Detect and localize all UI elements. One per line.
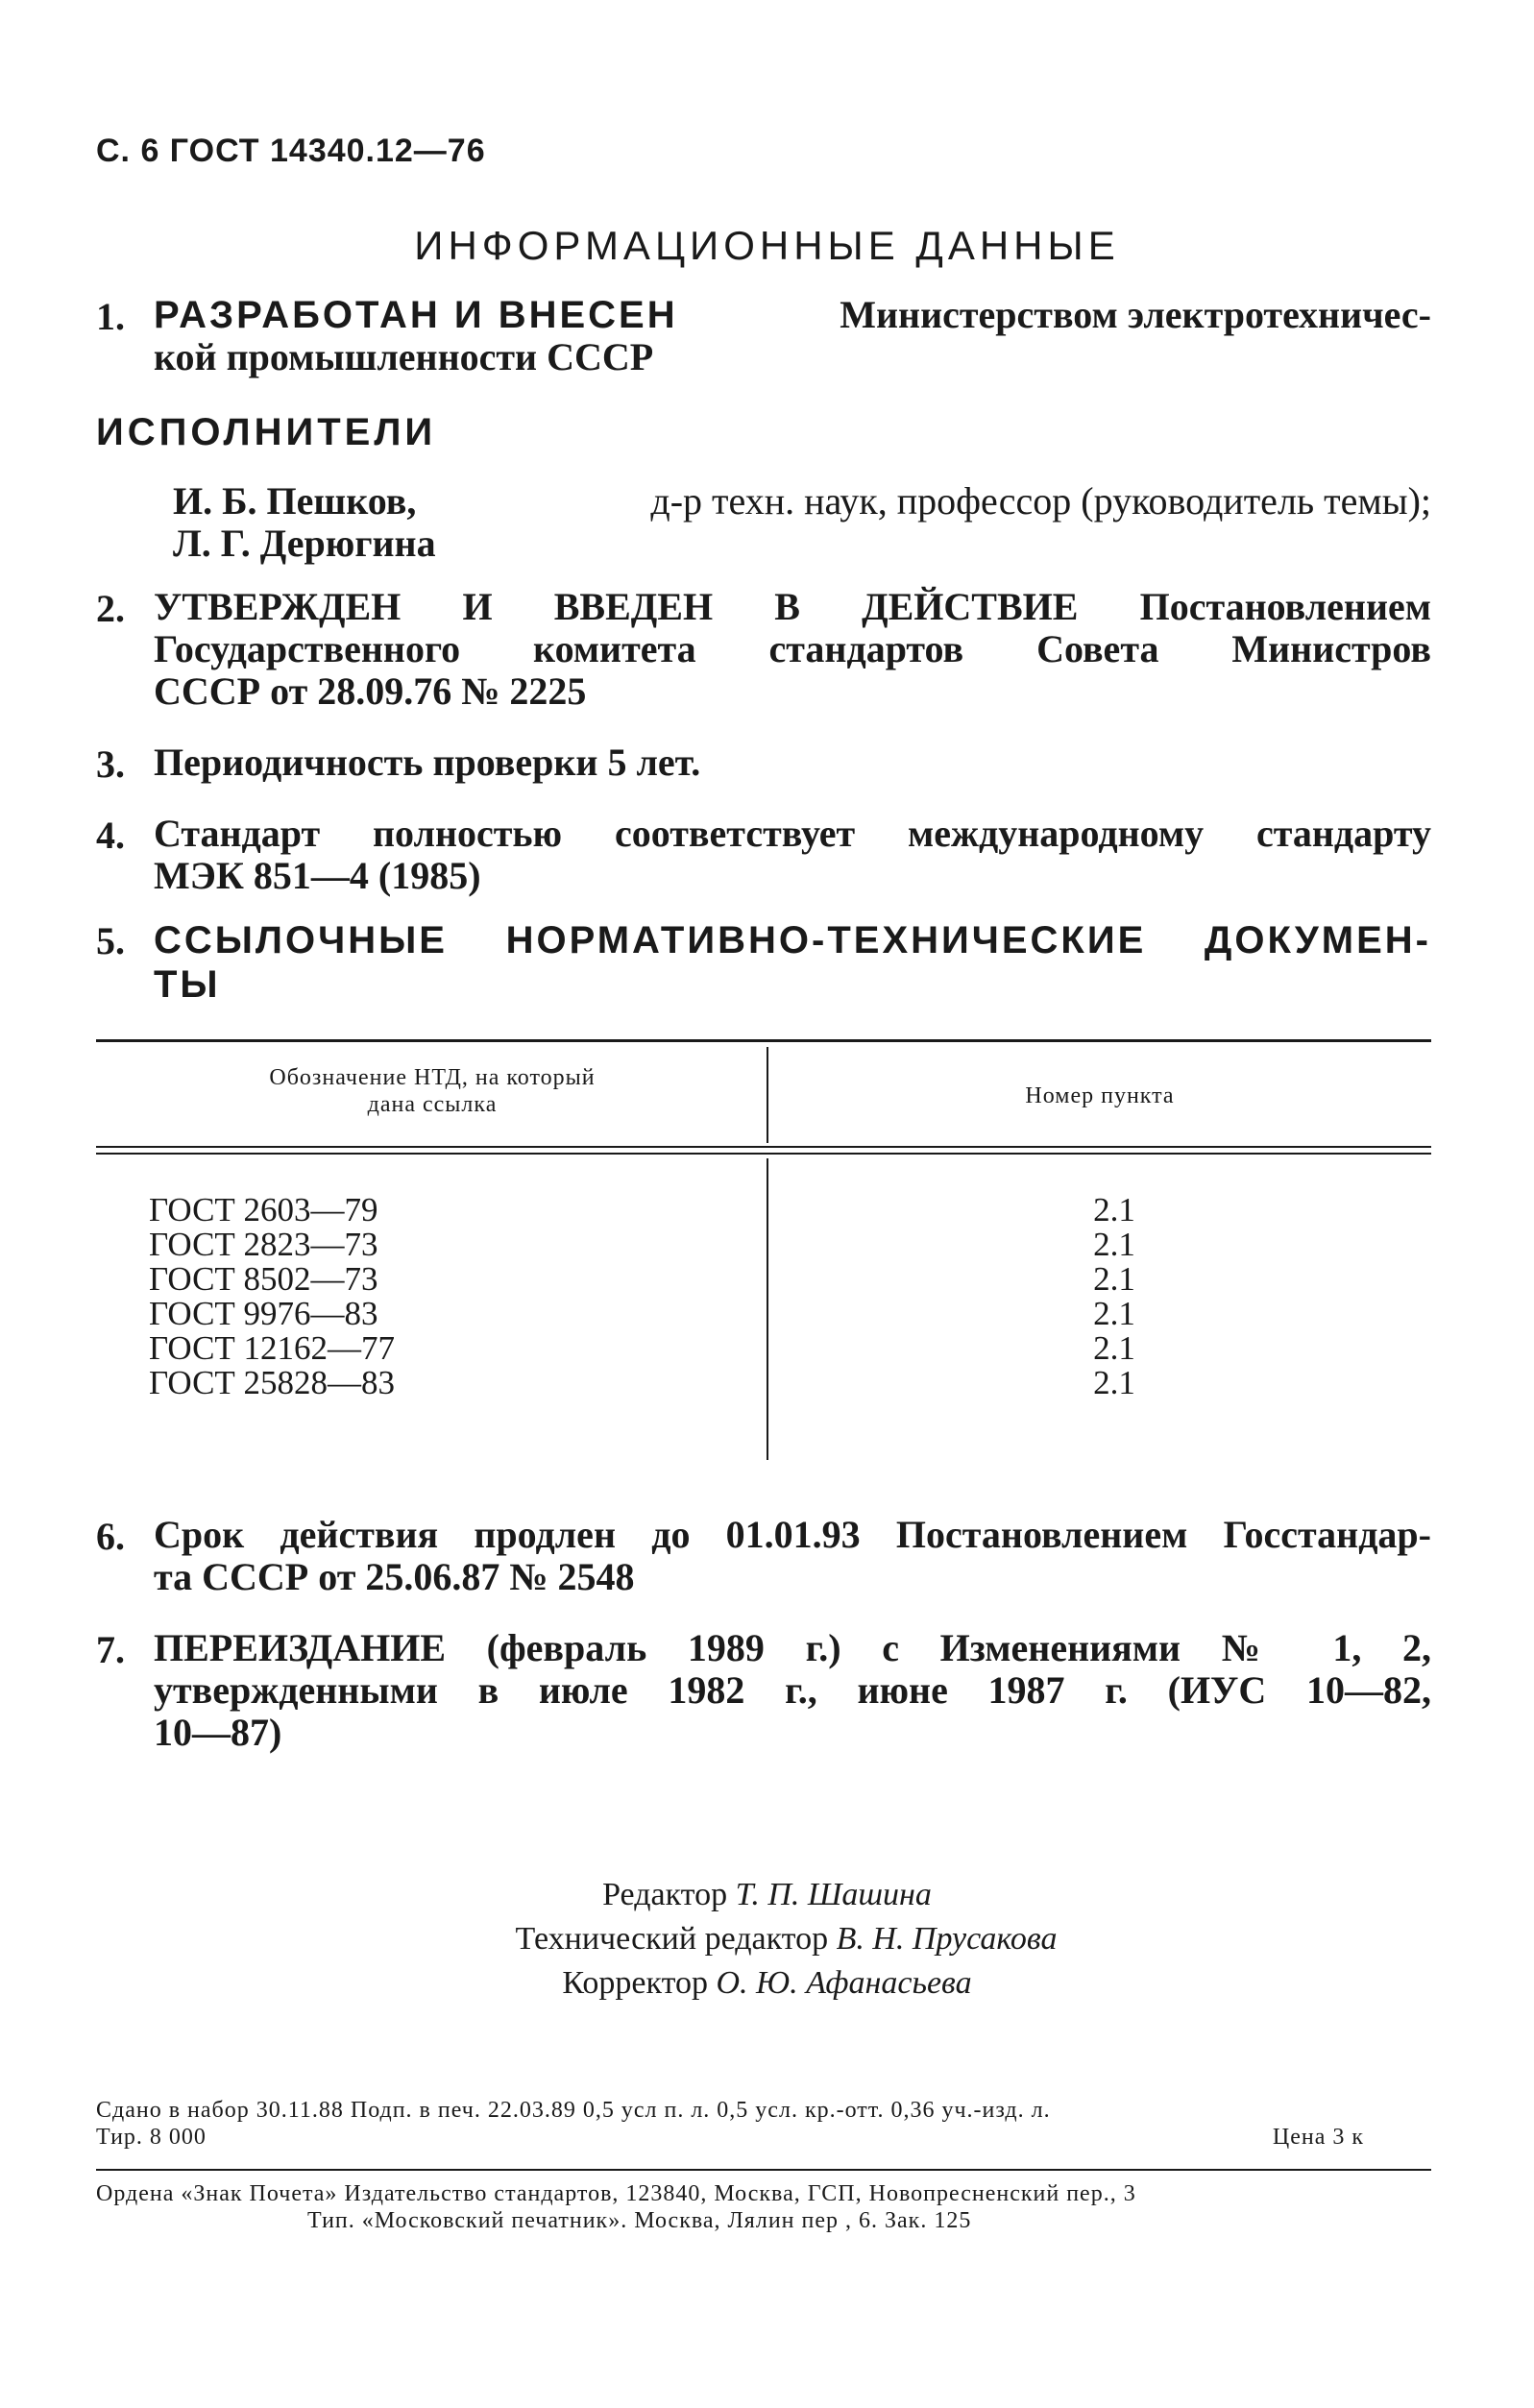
page-title: ИНФОРМАЦИОННЫЕ ДАННЫЕ (414, 223, 1120, 268)
item-5-number: 5. (96, 919, 125, 962)
item-7-number: 7. (96, 1628, 125, 1671)
item-5-line1: ССЫЛОЧНЫЕ НОРМАТИВНО-ТЕХНИЧЕСКИЕ ДОКУМЕН- (154, 919, 1431, 961)
credit-corrector-label: Корректор (562, 1965, 708, 2001)
table-cell-clause: 2.1 (1093, 1364, 1135, 1401)
publisher-line1: Ордена «Знак Почета» Издательство стандартов, 123840, Москва, ГСП, Новопресненский пер., 3 (96, 2181, 1136, 2206)
item-1-number: 1. (96, 295, 125, 338)
item-1-rest: Министерством электротехничес- (840, 293, 1431, 336)
item-7-line1: ПЕРЕИЗДАНИЕ (февраль 1989 г.) с Изменениями № 1, 2, (154, 1626, 1431, 1669)
table-row (149, 1297, 378, 1331)
credit-corrector-name: О. Ю. Афанасьева (716, 1965, 972, 2001)
item-2-line3: СССР от 28.09.76 № 2225 (154, 669, 587, 713)
credit-editor-label: Редактор (602, 1877, 728, 1912)
credit-corrector (0, 1961, 1534, 2006)
item-1-line2: кой промышленности СССР (154, 335, 654, 378)
item-2-number: 2. (96, 587, 125, 630)
table-cell-doc: ГОСТ 9976—83 (149, 1295, 378, 1332)
table-cell-clause: 2.1 (1093, 1260, 1135, 1298)
table-cell-clause: 2.1 (1093, 1329, 1135, 1367)
item-4 (154, 813, 1431, 897)
table-header-divider (767, 1047, 768, 1143)
item-2 (154, 586, 1431, 713)
credit-tech-editor-name: В. Н. Прусакова (836, 1921, 1058, 1957)
item-4-number: 4. (96, 814, 125, 857)
executor-1-description: д-р техн. наук, профессор (руководитель темы); (650, 479, 1431, 523)
item-2-line2: Государственного комитета стандартов Совета Министров (154, 627, 1431, 670)
imprint-price: Цена 3 к (1272, 2125, 1364, 2150)
executor-1-name: И. Б. Пешков, (173, 479, 417, 523)
item-6-line1: Срок действия продлен до 01.01.93 Постановлением Госстандар- (154, 1513, 1431, 1556)
item-7-line3: 10—87) (154, 1711, 282, 1754)
credits (0, 1873, 1534, 2006)
item-4-line1: Стандарт полностью соответствует международному стандарту (154, 812, 1431, 855)
item-7-line2: утвержденными в июле 1982 г., июне 1987 г. (ИУС 10—82, (154, 1668, 1431, 1712)
table-row (1057, 1228, 1172, 1262)
item-5-line2: ТЫ (154, 963, 221, 1006)
item-1 (154, 294, 1431, 378)
publisher-line2: Тип. «Московский печатник». Москва, Лялин пер , 6. Зак. 125 (307, 2208, 972, 2233)
table-header-col1 (96, 1064, 768, 1118)
table-cell-doc: ГОСТ 2823—73 (149, 1226, 378, 1263)
table-row (149, 1193, 378, 1228)
item-6 (154, 1514, 1431, 1598)
imprint-run: Тир. 8 000 (96, 2125, 207, 2150)
table-top-rule (96, 1039, 1431, 1042)
table-row (149, 1366, 395, 1400)
item-3-number: 3. (96, 742, 125, 786)
table-header-col2: Номер пункта (1025, 1083, 1175, 1108)
table-row (149, 1262, 378, 1297)
imprint-line2 (96, 2124, 1431, 2151)
item-5 (154, 918, 1431, 1007)
item-1-lead: РАЗРАБОТАН И ВНЕСЕН (154, 294, 678, 336)
item-3: Периодичность проверки 5 лет. (154, 741, 701, 784)
table-row (149, 1228, 378, 1262)
credit-editor (0, 1873, 1534, 1917)
table-cell-doc: ГОСТ 12162—77 (149, 1329, 396, 1367)
table-cell-doc: ГОСТ 8502—73 (149, 1260, 378, 1298)
credit-tech-editor (0, 1917, 1534, 1961)
item-7 (154, 1627, 1431, 1754)
item-4-line2: МЭК 851—4 (1985) (154, 854, 481, 897)
item-2-line1: УТВЕРЖДЕН И ВВЕДЕН В ДЕЙСТВИЕ Постановлением (154, 585, 1431, 628)
executors-heading: ИСПОЛНИТЕЛИ (96, 411, 437, 453)
table-cell-doc: ГОСТ 25828—83 (149, 1364, 396, 1401)
table-cell-clause: 2.1 (1093, 1295, 1135, 1332)
table-header-col1-line1: Обозначение НТД, на который (269, 1065, 596, 1090)
page-header: С. 6 ГОСТ 14340.12—76 (96, 133, 486, 169)
imprint-line1: Сдано в набор 30.11.88 Подп. в печ. 22.03.89 0,5 усл п. л. 0,5 усл. кр.-отт. 0,36 уч.-изд. л. (96, 2098, 1051, 2123)
table-cell-clause: 2.1 (1093, 1191, 1135, 1228)
table-row (1057, 1193, 1172, 1228)
item-6-number: 6. (96, 1515, 125, 1558)
table-column-divider (767, 1158, 768, 1460)
table-row (1057, 1331, 1172, 1366)
credit-tech-editor-label: Технический редактор (515, 1921, 829, 1957)
table-header-rule-1 (96, 1146, 1431, 1148)
executor-1 (173, 478, 1431, 523)
table-cell-doc: ГОСТ 2603—79 (149, 1191, 378, 1228)
imprint-rule (96, 2169, 1431, 2171)
table-row (149, 1331, 395, 1366)
table-cell-clause: 2.1 (1093, 1226, 1135, 1263)
executor-2: Л. Г. Дерюгина (173, 522, 436, 565)
table-header-col1-line2: дана ссылка (367, 1092, 498, 1117)
table-header-rule-2 (96, 1153, 1431, 1155)
item-6-line2: та СССР от 25.06.87 № 2548 (154, 1555, 635, 1598)
credit-editor-name: Т. П. Шашина (735, 1877, 932, 1912)
table-row (1057, 1297, 1172, 1331)
table-row (1057, 1366, 1172, 1400)
table-row (1057, 1262, 1172, 1297)
